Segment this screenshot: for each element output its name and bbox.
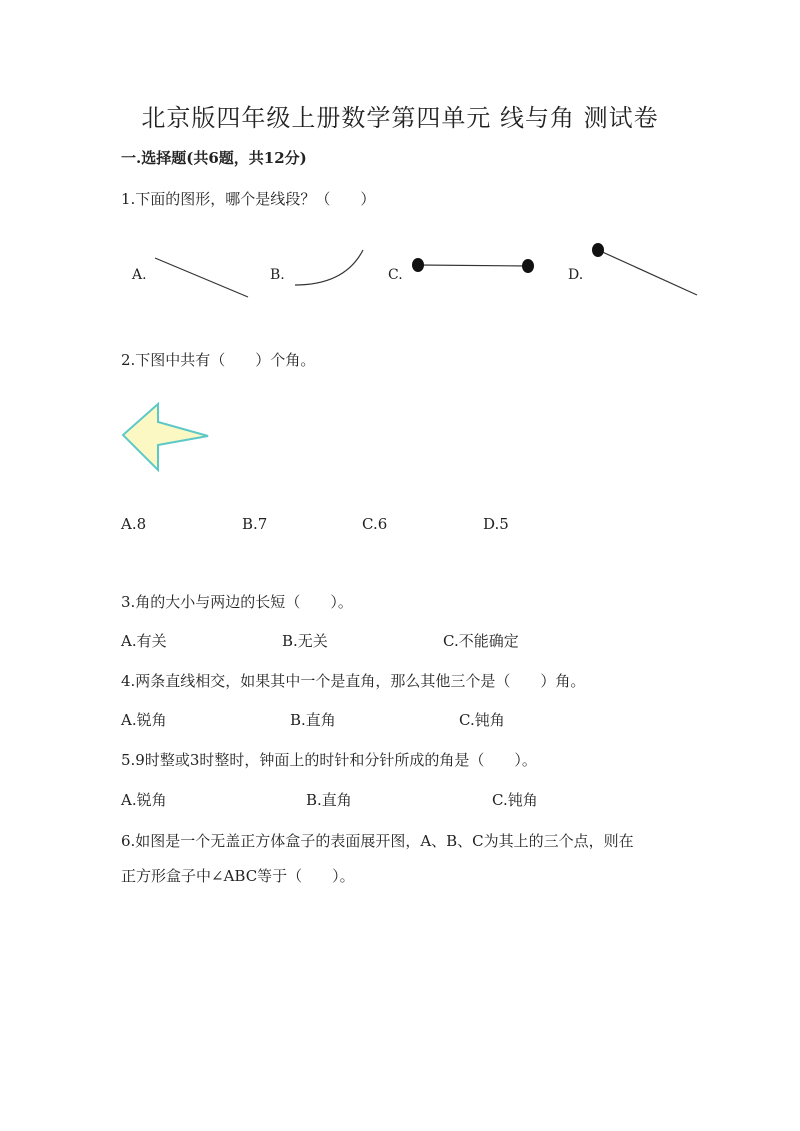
question-4-text: 4.两条直线相交，如果其中一个是直角，那么其他三个是（ ）角。: [121, 672, 586, 690]
q2-option-d[interactable]: D.5: [483, 515, 509, 533]
q1-label-d: D.: [568, 267, 584, 283]
q5-option-b[interactable]: B.直角: [306, 791, 352, 809]
section-heading: 一.选择题(共6题，共12分): [121, 149, 307, 167]
q4-option-a[interactable]: A.锐角: [121, 711, 167, 729]
q1-label-b: B.: [270, 267, 285, 283]
question-1-text: 1.下面的图形，哪个是线段？（ ）: [121, 190, 376, 208]
q1-label-a: A.: [132, 267, 147, 283]
q2-option-b[interactable]: B.7: [242, 515, 268, 533]
q5-option-c[interactable]: C.钝角: [492, 791, 538, 809]
question-6-text-line-1: 6.如图是一个无盖正方体盒子的表面展开图，A、B、C为其上的三个点，则在: [121, 832, 634, 850]
q2-option-a[interactable]: A.8: [121, 515, 147, 533]
question-2-text: 2.下图中共有（ ）个角。: [121, 351, 316, 369]
question-6-text-line-2: 正方形盒子中∠ABC等于（ ）。: [121, 867, 355, 885]
q3-option-c[interactable]: C.不能确定: [443, 632, 519, 650]
q3-option-a[interactable]: A.有关: [121, 632, 167, 650]
q4-option-c[interactable]: C.钝角: [459, 711, 505, 729]
question-5-text: 5.9时整或3时整时，钟面上的时针和分针所成的角是（ ）。: [121, 751, 537, 769]
q5-option-a[interactable]: A.锐角: [121, 791, 167, 809]
page-title: 北京版四年级上册数学第四单元 线与角 测试卷: [141, 104, 659, 132]
question-3-text: 3.角的大小与两边的长短（ ）。: [121, 593, 353, 611]
q2-option-c[interactable]: C.6: [362, 515, 388, 533]
q3-option-b[interactable]: B.无关: [282, 632, 328, 650]
q4-option-b[interactable]: B.直角: [290, 711, 336, 729]
q1-label-c: C.: [388, 267, 403, 283]
